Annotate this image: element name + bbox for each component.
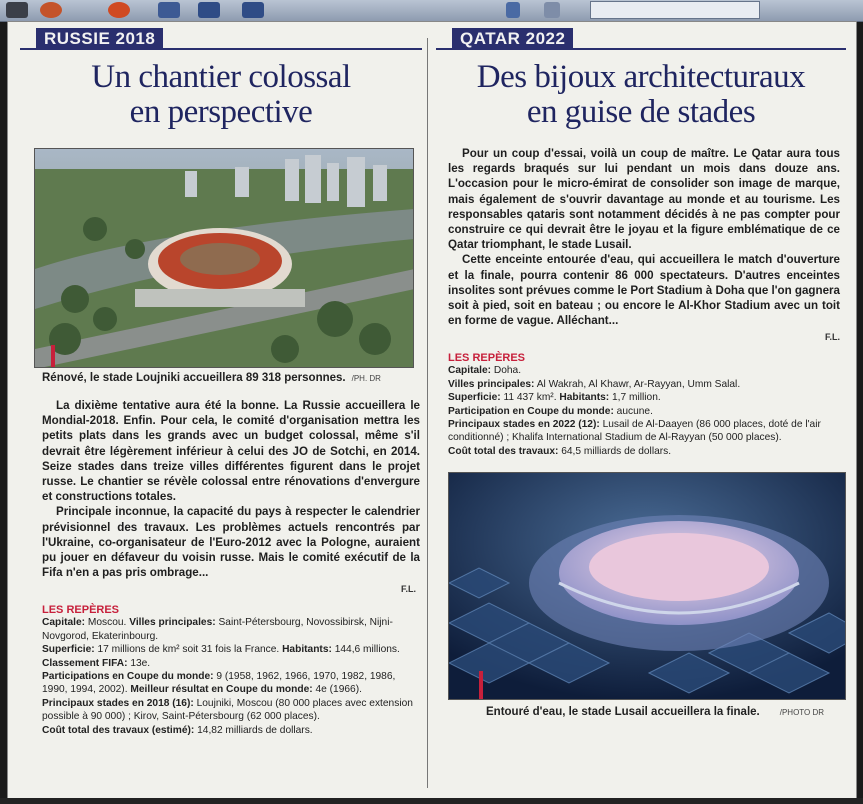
article-body (42, 398, 420, 580)
reperes-list (42, 616, 422, 737)
forward-icon[interactable] (198, 2, 220, 18)
fact-value: Lusail de Al-Daayen (86 000 places, doté de l'air conditionné) ; Khalifa International Stadium de Al-Rayyan (50 000 places). (448, 419, 821, 444)
fact-value: 17 millions de km² soit 31 fois la France. (94, 644, 283, 656)
reperes-row (448, 378, 840, 391)
fact-value: 1,7 million. (609, 392, 661, 404)
fact-label: Superficie: (42, 644, 95, 656)
fact-label: Coût total des travaux: (448, 445, 559, 457)
article-body (448, 146, 840, 328)
caption-accent (479, 671, 483, 699)
article-headline (436, 60, 846, 130)
fact-value: 4e (1966). (312, 684, 362, 696)
fact-label: Principaux stades en 2018 (16): (42, 697, 194, 709)
caption-text: Rénové, le stade Loujniki accueillera 89 318 personnes. (42, 372, 346, 384)
fact-value: 9 (1958, 1962, 1966, 1970, 1982, 1986, 1990, 1994, 2002). (42, 671, 396, 696)
reperes-row (42, 657, 422, 670)
reperes-row (42, 643, 422, 656)
fact-label: Habitants: (282, 644, 332, 656)
fact-value: Saint-Pétersbourg, Novossibirsk, Nijni-Novgorod, Ekaterinbourg. (42, 617, 393, 642)
print-icon[interactable] (6, 2, 28, 18)
stadium-aerial-image (35, 149, 414, 368)
article-headline (20, 60, 422, 130)
caption-text: Entouré d'eau, le stade Lusail accueillera la finale. (486, 706, 760, 719)
page-icon[interactable] (242, 2, 264, 18)
reperes-title: LES REPÈRES (448, 352, 526, 365)
fact-value: 144,6 millions. (331, 644, 400, 656)
view-icon[interactable] (544, 2, 560, 18)
article-paragraph: La dixième tentative aura été la bonne. La Russie accueillera le Mondial-2018. Enfin. Pour cela, le comité d'organisation mettra les petits plats dans les grands avec un budget colossal, même s'il devrait être légèrement inférieur à celui des JO de Sotchi, en 2014. Seize stades dans treize villes différentes figurent dans le projet russe. Le chantier se révèle colossal entre rénovations d'envergure et constructions totales. (42, 399, 420, 504)
reperes-row (448, 405, 840, 418)
article-paragraph: Pour un coup d'essai, voilà un coup de maître. Le Qatar aura tous les regards braqués sur lui pendant un mois dans douze ans. L'occasion pour le micro-émirat de consolider son image de marque, mais également de s'ouvrir davantage au monde et au tourisme. Les responsables qataris sont notamment décidés à ne pas compter pour construire ce qui devrait être le joyau et la figure emblématique de ce Qatar triomphant, le stade Lusail. (448, 147, 840, 252)
reperes-row (42, 724, 422, 737)
reperes-row (448, 445, 840, 458)
reperes-row (42, 616, 422, 643)
fact-label: Meilleur résultat en Coupe du monde: (130, 684, 313, 696)
stop-icon[interactable] (108, 2, 130, 18)
author-signature: F.L. (825, 332, 840, 343)
reperes-row (448, 391, 840, 404)
fact-value: 14,82 milliards de dollars. (194, 724, 313, 736)
zoom-icon[interactable] (506, 2, 520, 18)
fact-label: Capitale: (448, 365, 492, 377)
headline-line: en guise de stades (526, 94, 756, 130)
fact-label: Classement FIFA: (42, 657, 128, 669)
section-kicker: QATAR 2022 (452, 28, 573, 50)
fact-value: aucune. (613, 405, 653, 417)
screen-bottom-edge (0, 798, 863, 804)
reperes-row (448, 364, 840, 377)
fact-value: Al Wakrah, Al Khawr, Ar-Rayyan, Umm Salal. (534, 378, 741, 390)
reperes-title: LES REPÈRES (42, 604, 120, 617)
fact-value: Moscou. (85, 617, 130, 629)
headline-line: Un chantier colossal (91, 59, 351, 95)
fact-label: Participations en Coupe du monde: (42, 671, 214, 683)
article-paragraph: Principale inconnue, la capacité du pays à respecter le calendrier prévisionnel des travaux. Les problèmes actuels rencontrés par l'Ukraine, co-organisateur de l'Euro-2012 avec la Pologne, auraient pu jouer en défaveur du voisin russe. Mais le comité exécutif de la Fifa n'en a pas pris ombrage... (42, 505, 420, 580)
headline-line: en perspective (129, 94, 313, 130)
fact-label: Participation en Coupe du monde: (448, 405, 614, 417)
fact-label: Habitants: (559, 392, 610, 404)
fact-value: 64,5 milliards de dollars. (558, 445, 672, 457)
photo-caption (20, 372, 422, 384)
article-paragraph: Cette enceinte entourée d'eau, qui accueillera le match d'ouverture et la finale, pourra contenir 86 000 spectateurs. D'autres enceintes insolites sont prévues comme le Port Stadium à Doha que l'on gagnera soit à pied, soit en bateau ; ou encore le Al-Khor Stadium avec un toit en forme de vague. Alléchant... (448, 253, 840, 328)
fact-label: Villes principales: (448, 378, 535, 390)
photo-credit: /PHOTO DR (779, 708, 825, 718)
newspaper-page (8, 22, 856, 798)
fact-label: Capitale: (42, 617, 86, 629)
fact-label: Superficie: (448, 392, 501, 404)
reperes-box (42, 604, 422, 737)
photo-credit: /PH. DR (351, 374, 381, 383)
fact-value: Doha. (491, 365, 522, 377)
author-signature: F.L. (401, 584, 416, 595)
reperes-list (448, 364, 840, 458)
russia-article (20, 22, 422, 737)
reperes-row (42, 670, 422, 697)
qatar-article (436, 22, 846, 718)
reperes-row (42, 697, 422, 724)
tool-icon[interactable] (40, 2, 62, 18)
app-toolbar (0, 0, 863, 22)
fact-label: Villes principales: (129, 617, 216, 629)
photo-caption (436, 706, 846, 718)
fact-label: Principaux stades en 2022 (12): (448, 419, 600, 431)
fact-value: Loujniki, Moscou (80 000 places avec extension possible à 90 000) ; Kirov, Saint-Pétersbourg (62 000 places). (42, 697, 413, 723)
stadium-photo (34, 148, 414, 368)
address-field[interactable] (590, 1, 760, 19)
fact-value: 13e. (127, 657, 151, 669)
back-icon[interactable] (158, 2, 180, 18)
caption-accent (51, 345, 55, 368)
fact-value: 11 437 km². (500, 392, 560, 404)
stadium-photo (448, 472, 846, 700)
column-divider (427, 38, 428, 788)
reperes-box (448, 352, 840, 458)
section-kicker: RUSSIE 2018 (36, 28, 163, 50)
lusail-stadium-image (449, 473, 846, 700)
fact-label: Coût total des travaux (estimé): (42, 724, 195, 736)
headline-line: Des bijoux architecturaux (476, 59, 806, 95)
reperes-row (448, 418, 840, 445)
